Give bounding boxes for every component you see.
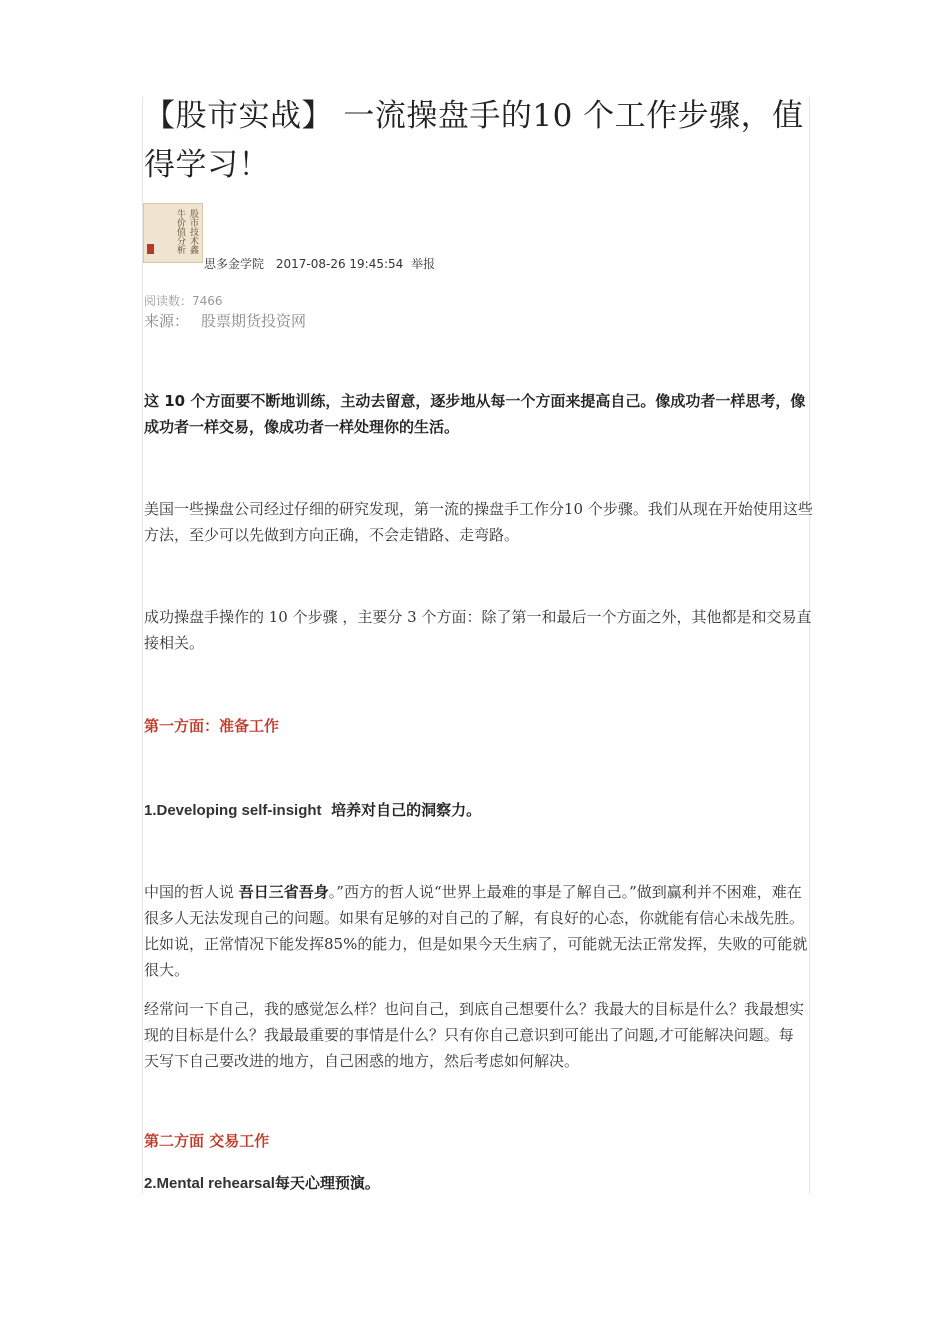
section-heading-trading: 第二方面 交易工作 [144,1132,270,1150]
step-2-english: 2.Mental rehearsal [144,1175,275,1192]
step-2-chinese: 每天心理预演。 [274,1174,380,1192]
source-value: 股票期货投资网 [201,312,307,330]
paragraph-research: 美国一些操盘公司经过仔细的研究发现，第一流的操盘手工作分10 个步骤。我们从现在开始使用这些方法，至少可以先做到方向正确，不会走错路、走弯路。 [144,500,813,544]
para3-emphasis: 吾日三省吾身 [238,883,329,901]
section-heading-preparation: 第一方面：准备工作 [144,717,280,735]
paragraph-steps-overview: 成功操盘手操作的 10 个步骤 ，主要分 3 个方面：除了第一和最后一个方面之外，其他都是和交易直接相关。 [144,608,812,652]
avatar-seal-icon [147,244,154,254]
paragraph-self-reflection [144,879,808,983]
intro-paragraph: 这 10 个方面要不断地训练，主动去留意，逐步地从每一个方面来提高自己。像成功者一样思考，像成功者一样交易，像成功者一样处理你的生活。 [144,392,806,436]
paragraph-ask-yourself: 经常问一下自己，我的感觉怎么样？也问自己，到底自己想要什么？我最大的目标是什么？我最想实现的目标是什么？我最最重要的事情是什么？只有你自己意识到可能出了问题,才可能解决问题。每天写下自己要改进的地方，自己困惑的地方，然后考虑如何解决。 [144,1000,805,1070]
article-source [144,310,306,331]
step-1-chinese: 培养对自己的洞察力。 [331,801,482,819]
publish-datetime: 2017-08-26 19:45:54 [275,257,404,271]
article-title: 【股市实战】 一流操盘手的10 个工作步骤，值得学习！ [144,98,804,183]
read-count: 阅读数：7466 [144,294,223,308]
avatar-calligraphy: 股市技术鑫牛价值分析 [175,209,198,254]
step-1-english: 1.Developing self-insight [144,802,322,819]
para3-rest: 。”西方的哲人说“世界上最难的事是了解自己。”做到赢利并不困难，难在很多人无法发现自己的问题。如果有足够的对自己的了解，有良好的心态，你就能有信心未战先胜。比如说，正常情况下能发挥85%的能力，但是如果今天生病了，可能就无法正常发挥，失败的可能就很大。 [144,883,808,979]
source-label: 来源： [144,312,190,330]
step-2-heading [144,1170,814,1197]
article-meta [204,255,435,272]
step-1-heading [144,797,814,824]
report-link[interactable]: 举报 [411,257,436,271]
author-avatar[interactable] [143,203,203,263]
author-name[interactable]: 思多金学院 [204,257,265,271]
para3-lead: 中国的哲人说 [144,883,239,901]
